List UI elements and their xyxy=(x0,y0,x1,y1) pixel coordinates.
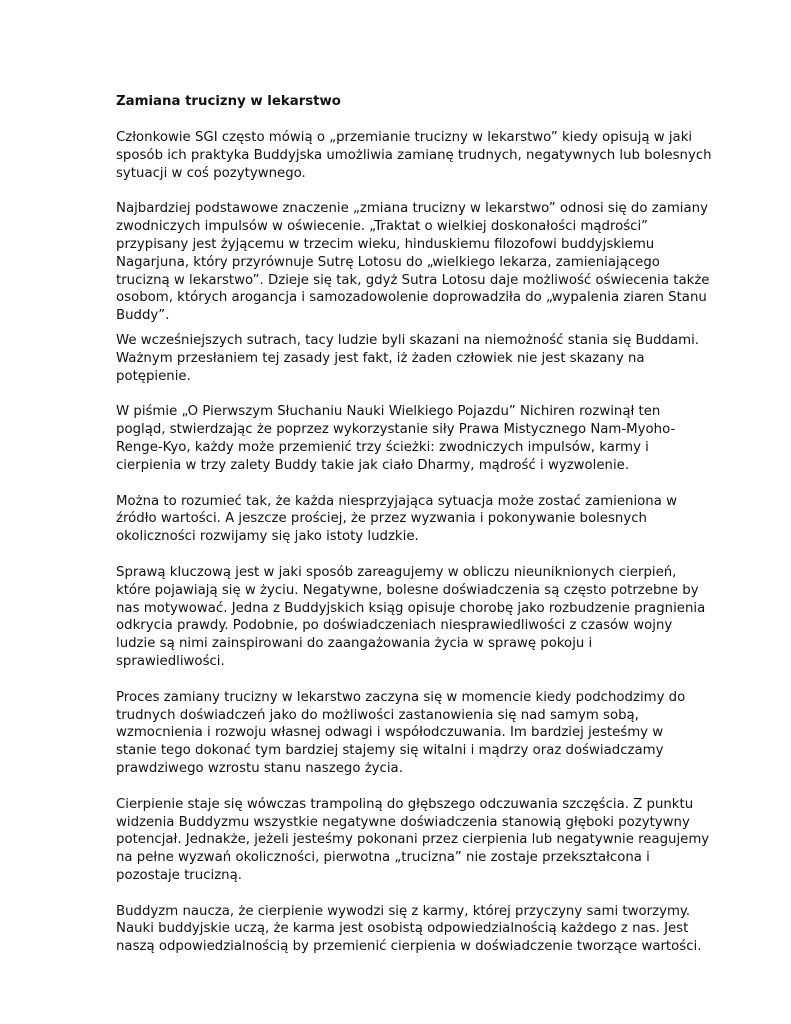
text-line: Renge-Kyo, każdy może przemienić trzy ścieżki: zwodniczych impulsów, karmy i xyxy=(116,439,649,455)
text-line: Proces zamiany trucizny w lekarstwo zaczyna się w momencie kiedy podchodzimy do xyxy=(116,689,686,705)
text-line: Można to rozumieć tak, że każda niesprzyjająca sytuacja może zostać zamieniona w xyxy=(116,493,677,509)
text-line: osobom, których arogancja i samozadowolenie doprowadziła do „wypalenia ziaren Stanu xyxy=(116,290,707,306)
text-line: trudnych doświadczeń jako do możliwości zastanowienia się nad samym sobą, xyxy=(116,707,639,723)
paragraph-1 xyxy=(116,129,712,182)
text-line: wzmocnienia i rozwoju własnej odwagi i współodczuwania. Im bardziej jesteśmy w xyxy=(116,725,664,741)
text-line: sytuacji w coś pozytywnego. xyxy=(116,165,306,181)
text-line: odkrycia prawdy. Podobnie, po doświadczeniach niesprawiedliwości z czasów wojny xyxy=(116,618,673,634)
paragraph-9 xyxy=(116,903,702,956)
text-line: cierpienia w trzy zalety Buddy takie jak ciało Dharmy, mądrość i wyzwolenie. xyxy=(116,457,630,473)
text-line: Buddyzm naucza, że cierpienie wywodzi się z karmy, której przyczyny sami tworzymy. xyxy=(116,903,691,919)
text-line: Najbardziej podstawowe znaczenie „zmiana trucizny w lekarstwo” odnosi się do zamiany xyxy=(116,201,708,217)
text-line: potencjał. Jednakże, jeżeli jesteśmy pokonani przez cierpienia lub negatywnie reagujemy xyxy=(116,832,710,848)
document-title: Zamiana trucizny w lekarstwo xyxy=(116,94,341,109)
text-line: sprawiedliwości. xyxy=(116,653,225,669)
text-line: Nagarjuna, który przyrównuje Sutrę Lotosu do „wielkiego lekarza, zamieniającego xyxy=(116,254,660,270)
text-line: zwodniczych impulsów w oświecenie. „Traktat o wielkiej doskonałości mądrości” xyxy=(116,219,649,235)
text-line: Cierpienie staje się wówczas trampoliną do głębszego odczuwania szczęścia. Z punktu xyxy=(116,796,694,812)
text-line: prawdziwego wzrostu stanu naszego życia. xyxy=(116,760,403,776)
text-line: Sprawą kluczową jest w jaki sposób zareagujemy w obliczu nieuniknionych cierpień, xyxy=(116,564,677,580)
text-line: pozostaje trucizną. xyxy=(116,867,242,883)
paragraph-7 xyxy=(116,689,686,778)
text-line: widzenia Buddyzmu wszystkie negatywne doświadczenia stanowią głęboki pozytywny xyxy=(116,814,690,830)
paragraph-2 xyxy=(116,200,710,325)
text-line: ludzie są nimi zainspirowani do zaangażowania życia w sprawę pokoju i xyxy=(116,636,593,652)
text-line: źródło wartości. A jeszcze prościej, że przez wyzwania i pokonywanie bolesnych xyxy=(116,511,647,527)
paragraph-8 xyxy=(116,796,710,885)
text-line: nas motywować. Jedna z Buddyjskich ksiąg opisuje chorobę jako rozbudzenie pragnienia xyxy=(116,600,706,616)
text-line: stanie tego dokonać tym bardziej stajemy się witalni i mądrzy oraz doświadczamy xyxy=(116,743,664,759)
text-line: okoliczności rozwijamy się jako istoty ludzkie. xyxy=(116,529,419,545)
paragraph-4 xyxy=(116,403,676,474)
text-line: trucizną w lekarstwo”. Dzieje się tak, gdyż Sutra Lotosu daje możliwość oświecenia także xyxy=(116,272,710,288)
text-line: Członkowie SGI często mówią o „przemianie trucizny w lekarstwo” kiedy opisują w jaki xyxy=(116,130,693,145)
text-line: Buddy”. xyxy=(116,308,170,324)
text-line: potępienie. xyxy=(116,368,191,384)
text-line: które pojawiają się w życiu. Negatywne, bolesne doświadczenia są często potrzebne by xyxy=(116,582,699,598)
text-line: naszą odpowiedzialnością by przemienić cierpienia w doświadczenie tworzące wartości. xyxy=(116,939,702,955)
text-line: We wcześniejszych sutrach, tacy ludzie byli skazani na niemożność stania się Buddami. xyxy=(116,332,699,348)
text-line: Nauki buddyjskie uczą, że karma jest osobistą odpowiedzialnością każdego z nas. Jest xyxy=(116,921,689,937)
paragraph-6 xyxy=(116,564,706,671)
text-line: sposób ich praktyka Buddyjska umożliwia zamianę trudnych, negatywnych lub bolesnych xyxy=(116,147,712,163)
text-line: pogląd, stwierdzając że poprzez wykorzystanie siły Prawa Mistycznego Nam-Myoho- xyxy=(116,422,676,438)
paragraph-5 xyxy=(116,493,676,546)
text-line: na pełne wyzwań okoliczności, pierwotna „trucizna” nie zostaje przekształcona i xyxy=(116,850,650,866)
text-line: przypisany jest żyjącemu w trzecim wieku, hinduskiemu filozofowi buddyjskiemu xyxy=(116,236,655,252)
text-line: Ważnym przesłaniem tej zasady jest fakt, iż żaden człowiek nie jest skazany na xyxy=(116,350,645,366)
document-page xyxy=(116,93,712,974)
paragraph-3 xyxy=(116,332,699,385)
text-line: W piśmie „O Pierwszym Słuchaniu Nauki Wielkiego Pojazdu” Nichiren rozwinął ten xyxy=(116,404,661,420)
